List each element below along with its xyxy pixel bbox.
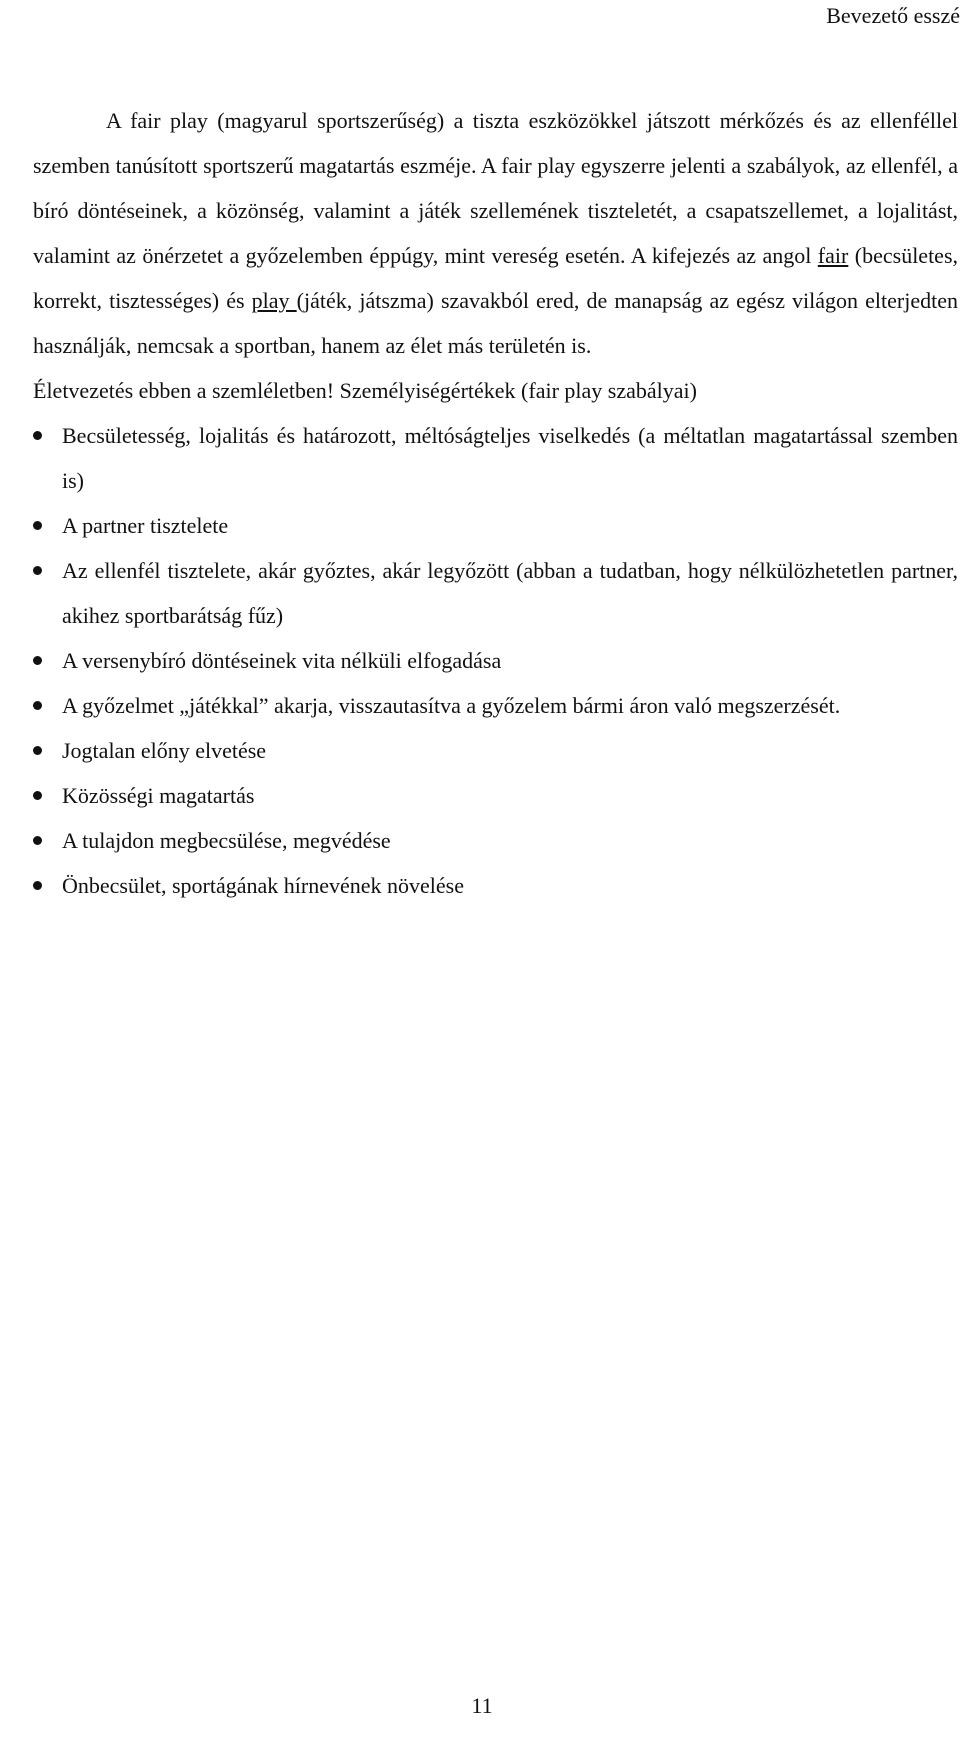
intro-text-3: (játék, játszma) szavakból ered, de manapság az egész világon elterjedten használják, nemcsak a sportban, hanem az élet más területén is. xyxy=(33,288,958,358)
list-item: A tulajdon megbecsülése, megvédése xyxy=(33,818,958,863)
list-item: A versenybíró döntéseinek vita nélküli elfogadása xyxy=(33,638,958,683)
bullet-icon xyxy=(33,566,42,575)
list-item: A győzelmet „játékkal” akarja, visszautasítva a győzelem bármi áron való megszerzését. xyxy=(33,683,958,728)
bullet-icon xyxy=(33,791,42,800)
bullet-icon xyxy=(33,656,42,665)
term-play: play xyxy=(251,288,297,313)
bullet-icon xyxy=(33,881,42,890)
list-item: A partner tisztelete xyxy=(33,503,958,548)
intro-text-2: (becsületes, korrekt, tisztességes) és xyxy=(33,243,959,313)
list-item: Becsületesség, lojalitás és határozott, méltóságteljes viselkedés (a méltatlan magatartással szemben is) xyxy=(33,413,958,503)
page-number: 11 xyxy=(471,1693,493,1718)
bullet-icon xyxy=(33,746,42,755)
list-item: Önbecsület, sportágának hírnevének növelése xyxy=(33,863,958,908)
intro-text: A fair play (magyarul sportszerűség) a tiszta eszközökkel játszott mérkőzés és az ellenféllel szemben tanúsított sportszerű magatartás eszméje. A fair play egyszerre jelenti a szabályok, az ellenfél, a bíró döntéseinek, a közönség, valamint a játék szellemének tiszteletét, a csapatszellemet, a lojalitást, valamint az önérzetet a győzelemben éppúgy, mint vereség esetén. A kifejezés az angol xyxy=(33,108,958,268)
values-list xyxy=(33,413,958,908)
bullet-icon xyxy=(33,701,42,710)
values-lead: Életvezetés ebben a szemléletben! Személyiségértékek (fair play szabályai) xyxy=(33,378,697,403)
bullet-icon xyxy=(33,836,42,845)
bullet-icon xyxy=(33,431,42,440)
bullet-icon xyxy=(33,521,42,530)
list-item: Közösségi magatartás xyxy=(33,773,958,818)
running-header: Bevezető esszé xyxy=(826,3,960,28)
page-content xyxy=(33,98,958,908)
list-item: Jogtalan előny elvetése xyxy=(33,728,958,773)
list-item: Az ellenfél tisztelete, akár győztes, akár legyőzött (abban a tudatban, hogy nélkülözhetetlen partner, akihez sportbarátság fűz) xyxy=(33,548,958,638)
term-fair: fair xyxy=(817,243,849,268)
intro-paragraph xyxy=(33,98,958,368)
